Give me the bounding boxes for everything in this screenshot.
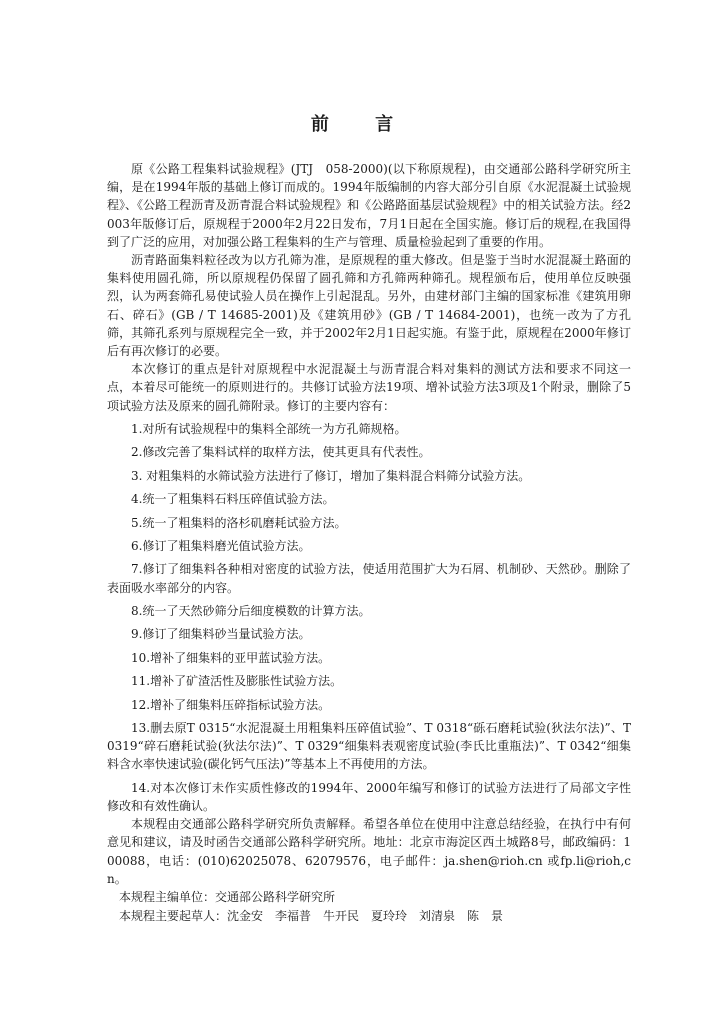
revision-item-4: 4.统一了粗集料石料压碎值试验方法。 xyxy=(131,492,335,507)
revision-item-13: 13.删去原T 0315“水泥混凝土用粗集料压碎值试验”、T 0318“砾石磨耗试验(狄法尔法)”、T 0319“碎石磨耗试验(狄法尔法)”、T 0329“细集料表观密度试验(李氏比重瓶法)”、T 0342“细集料含水率快速试验(碳化钙气压法)”等基本上不再使用的方法。 xyxy=(107,720,631,772)
chief-editor-unit: 本规程主编单位：交通部公路科学研究所 xyxy=(119,889,336,904)
revision-item-9: 9.修订了细集料砂当量试验方法。 xyxy=(131,627,311,642)
revision-item-14: 14.对本次修订未作实质性修改的1994年、2000年编写和修订的试验方法进行了局部文字性修改和有效性确认。 xyxy=(107,780,631,813)
revision-item-11: 11.增补了矿渣活性及膨胀性试验方法。 xyxy=(131,674,343,689)
page-title: 前 言 xyxy=(310,114,414,135)
revision-item-5: 5.统一了粗集料的洛杉矶磨耗试验方法。 xyxy=(131,515,347,530)
paragraph-1: 原《公路工程集料试验规程》(JTJ 058-2000)(以下称原规程)，由交通部公路科学研究所主编，是在1994年版的基础上修订而成的。1994年版编制的内容大部分引自原《水泥混凝土试验规程》、《公路工程沥青及沥青混合料试验规程》和《公路路面基层试验规程》中的相关试验方法。经2003年版修订后，原规程于2000年2月22日发布，7月1日起在全国实施。修订后的规程,在我国得到了广泛的应用，对加强公路工程集料的生产与管理、质量检验起到了重要的作用。 xyxy=(107,162,631,249)
main-drafters: 本规程主要起草人：沈金安 李福普 牛开民 夏玲玲 刘清泉 陈 景 xyxy=(119,909,504,924)
document-body xyxy=(107,160,631,925)
revision-item-12: 12.增补了细集料压碎指标试验方法。 xyxy=(131,697,331,712)
revision-item-7: 7.修订了细集料各种相对密度的试验方法，使适用范围扩大为石屑、机制砂、天然砂。删除了表面吸水率部分的内容。 xyxy=(107,562,631,595)
revision-item-2: 2.修改完善了集料试样的取样方法，使其更具有代表性。 xyxy=(131,445,431,460)
revision-item-6: 6.修订了粗集料磨光值试验方法。 xyxy=(131,538,311,553)
revision-item-3: 3. 对粗集料的水筛试验方法进行了修订，增加了集料混合料筛分试验方法。 xyxy=(131,468,531,483)
paragraph-2: 沥青路面集料粒径改为以方孔筛为准，是原规程的重大修改。但是鉴于当时水泥混凝土路面的集料使用圆孔筛，所以原规程仍保留了圆孔筛和方孔筛两种筛孔。规程颁布后，使用单位反映强烈，认为两套筛孔易使试验人员在操作上引起混乱。另外，由建材部门主编的国家标准《建筑用卵石、碎石》(GB / T 14685-2001)及《建筑用砂》(GB / T 14684-2001)，也统一改为了方孔筛，其筛孔系列与原规程完全一致，并于2002年2月1日起实施。有鉴于此，原规程在2000年修订后有再次修订的必要。 xyxy=(107,253,631,359)
contact-paragraph: 本规程由交通部公路科学研究所负责解释。希望各单位在使用中注意总结经验，在执行中有何意见和建议，请及时函告交通部公路科学研究所。地址：北京市海淀区西土城路8号，邮政编码：100088，电话：(010)62025078、62079576，电子邮件：ja.shen@rioh.cn 或fp.li@rioh,cn。 xyxy=(107,817,631,886)
paragraph-3: 本次修订的重点是针对原规程中水泥混凝土与沥青混合料对集料的测试方法和要求不同这一点，本着尽可能统一的原则进行的。共修订试验方法19项、增补试验方法3项及1个附录，删除了5项试验方法及原来的圆孔筛附录。修订的主要内容有： xyxy=(107,362,631,413)
revision-item-8: 8.统一了天然砂筛分后细度模数的计算方法。 xyxy=(131,603,371,618)
revision-item-10: 10.增补了细集料的亚甲蓝试验方法。 xyxy=(131,650,331,665)
revision-item-1: 1.对所有试验规程中的集料全部统一为方孔筛规格。 xyxy=(131,422,407,437)
